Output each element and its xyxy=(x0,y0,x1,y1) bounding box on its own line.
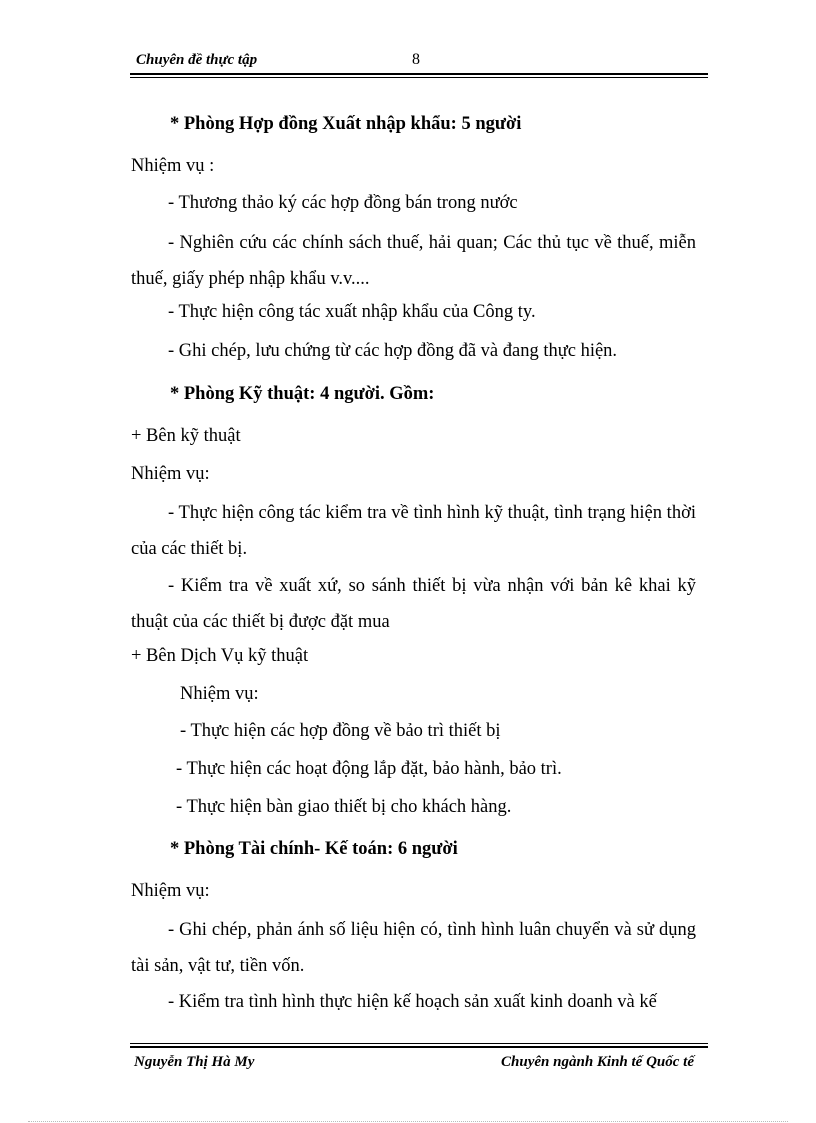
footer-major: Chuyên ngành Kinh tế Quốc tế xyxy=(501,1054,694,1070)
page-number: 8 xyxy=(412,51,420,68)
header-title: Chuyên đề thực tập xyxy=(136,52,258,68)
list-item: - Ghi chép, lưu chứng từ các hợp đồng đã và đang thực hiện. xyxy=(168,341,618,361)
header-rule-thick xyxy=(130,73,708,75)
task-label: Nhiệm vụ : xyxy=(131,156,215,176)
header-rule-thin xyxy=(130,77,708,78)
list-item: - Thương thảo ký các hợp đồng bán trong nước xyxy=(168,193,518,213)
list-item: - Thực hiện công tác xuất nhập khẩu của Công ty. xyxy=(168,302,536,322)
list-item: - Kiểm tra tình hình thực hiện kế hoạch sản xuất kinh doanh và kế xyxy=(168,992,657,1012)
footer-rule-thin xyxy=(130,1043,708,1044)
list-item: - Thực hiện các hoạt động lắp đặt, bảo hành, bảo trì. xyxy=(176,759,562,779)
task-label: Nhiệm vụ: xyxy=(131,464,210,484)
task-label: Nhiệm vụ: xyxy=(131,881,210,901)
section-heading-import-export: * Phòng Hợp đồng Xuất nhập khẩu: 5 người xyxy=(170,114,522,134)
list-item: - Kiểm tra về xuất xứ, so sánh thiết bị vừa nhận với bản kê khai kỹ thuật của các thiết bị được đặt mua xyxy=(131,576,696,632)
sub-section-label: + Bên kỹ thuật xyxy=(131,426,241,446)
footer-rule-thick xyxy=(130,1046,708,1048)
section-heading-finance: * Phòng Tài chính- Kế toán: 6 người xyxy=(170,839,458,859)
list-item: - Thực hiện bàn giao thiết bị cho khách hàng. xyxy=(176,797,512,817)
sub-section-label: + Bên Dịch Vụ kỹ thuật xyxy=(131,646,309,666)
footer-author: Nguyễn Thị Hà My xyxy=(134,1054,255,1070)
list-item: - Ghi chép, phản ánh số liệu hiện có, tình hình luân chuyển và sử dụng tài sản, vật tư, tiền vốn. xyxy=(131,920,696,976)
section-heading-technical: * Phòng Kỹ thuật: 4 người. Gồm: xyxy=(170,384,435,404)
list-item: - Thực hiện các hợp đồng về bảo trì thiết bị xyxy=(180,721,501,741)
list-item: - Thực hiện công tác kiểm tra về tình hình kỹ thuật, tình trạng hiện thời của các thiết bị. xyxy=(131,503,696,559)
list-item: - Nghiên cứu các chính sách thuế, hải quan; Các thủ tục về thuế, miễn thuế, giấy phép nhập khẩu v.v.... xyxy=(131,233,696,289)
task-label: Nhiệm vụ: xyxy=(180,684,259,704)
page-edge-divider xyxy=(28,1121,788,1122)
